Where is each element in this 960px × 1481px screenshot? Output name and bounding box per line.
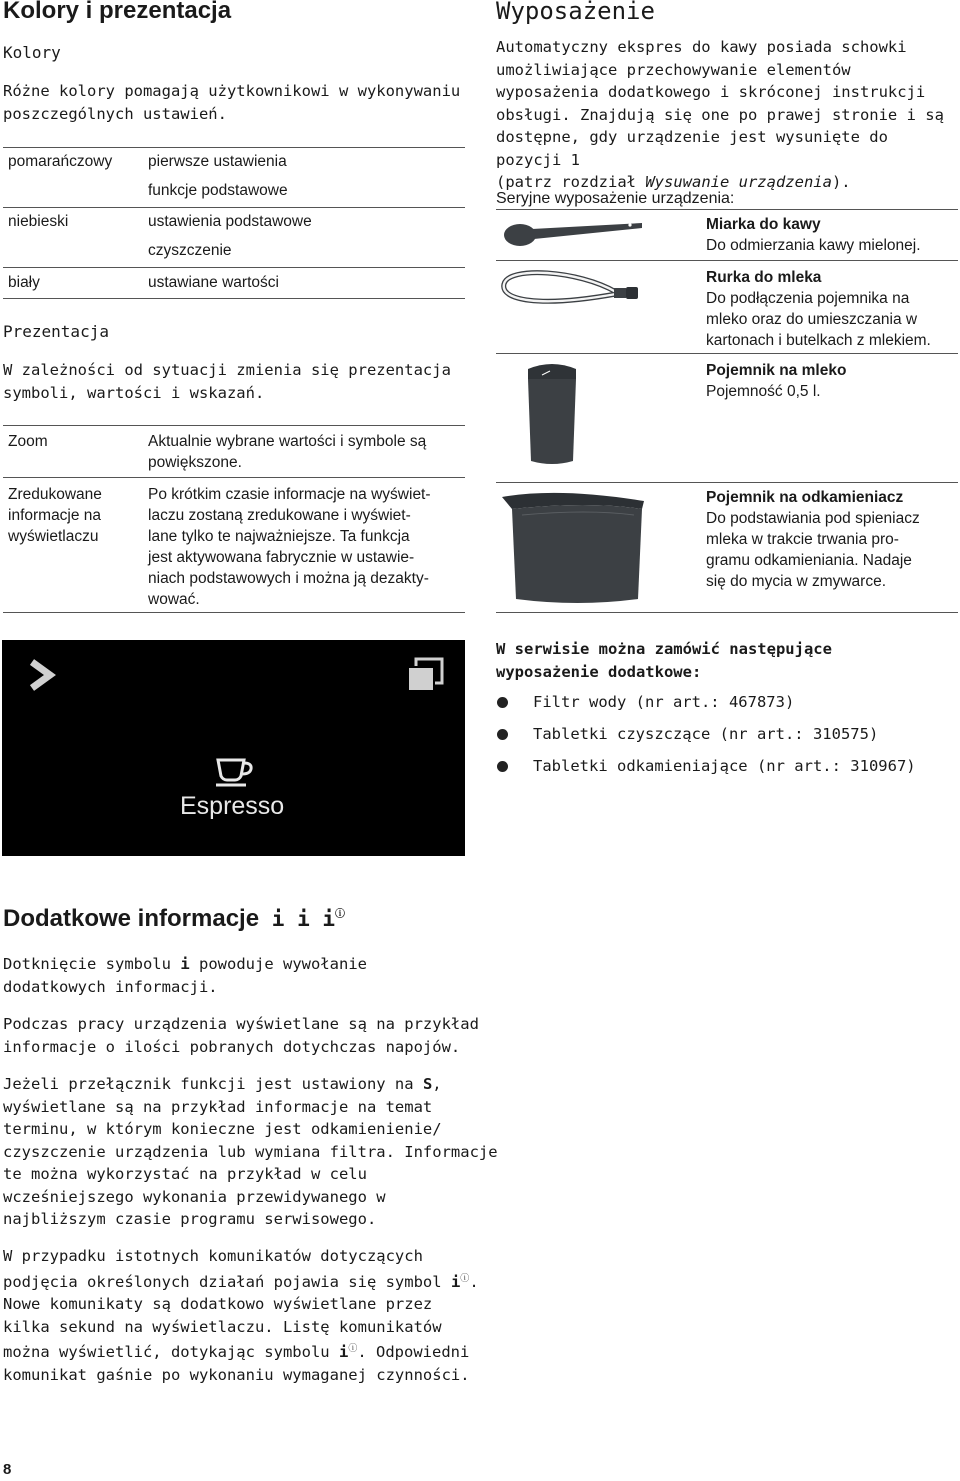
alert-marker-icon: ⓘ — [460, 1273, 470, 1284]
table-rule — [3, 477, 465, 478]
color-name-white: biały — [8, 274, 40, 291]
alert-marker-icon: ⓘ — [348, 1344, 358, 1355]
subheading-prezentacja: Prezentacja — [3, 322, 109, 341]
display-term-zoom: Zoom — [8, 433, 48, 450]
service-heading: W serwisie można zamówić następujące wyposażenie dodatkowe: — [496, 640, 832, 681]
additional-info-paragraph-3: Jeżeli przełącznik funkcji jest ustawiony na S, wyświetlane są na przykład informacje na temat terminu, w którym konieczne jest odkamienienie/ czyszczenie urządzenia lub wymiana filtra. Informacje te można wykorzystać na przykład w celu wcześniejszego wykonania przewidywanego w najbliższym czasie programu serwisowego. — [3, 1075, 498, 1228]
subheading-kolory: Kolory — [3, 43, 61, 62]
color-usage-item: ustawienia podstawowe — [148, 213, 312, 230]
table-rule — [496, 612, 958, 613]
section-title-equipment: Wyposażenie — [496, 0, 655, 25]
table-rule — [3, 298, 465, 299]
display-desc-reduced: Po krótkim czasie informacje na wyświet- laczu zostaną zredukowane i wyświet- lane tylko te najważniejsze. Ta funkcja jest aktywowana fabrycznie w ustawie- niach podstawowych i można ją dezakty- wować. — [148, 486, 431, 608]
color-usage-item: funkcje podstawowe — [148, 182, 288, 199]
color-usage-item: pierwsze ustawienia — [148, 153, 287, 170]
bullet-icon — [497, 729, 508, 740]
color-name-orange: pomarańczowy — [8, 153, 113, 170]
table-rule — [496, 260, 958, 261]
equipment-intro: Automatyczny ekspres do kawy posiada schowki umożliwiające przechowywanie elementów wyposażenia dodatkowego i skróconej instrukcji obsługi. Znajdują się one po prawej stronie i są dostępne, gdy urządzenie jest wysunięte do pozycji 1 (patrz rozdział Wysuwanie urządzenia). — [496, 38, 944, 191]
color-name-blue: niebieski — [8, 213, 69, 230]
service-item: Tabletki odkamieniające (nr art.: 310967) — [533, 757, 916, 775]
prezentacja-intro: W zależności od sytuacji zmienia się prezentacja symboli, wartości i wskazań. — [3, 361, 451, 402]
color-usage-item: czyszczenie — [148, 242, 232, 259]
kolory-intro: Różne kolory pomagają użytkownikowi w wykonywaniu poszczególnych ustawień. — [3, 82, 461, 123]
chevron-right-icon[interactable] — [26, 658, 58, 692]
page-number: 8 — [3, 1461, 12, 1478]
table-rule — [3, 207, 465, 208]
table-rule — [3, 612, 465, 613]
item-milk-container: Pojemnik na mleko Pojemność 0,5 l. — [706, 362, 847, 400]
info-alert-icon: i — [322, 907, 336, 931]
info-icon: i — [271, 907, 285, 931]
serial-equipment-heading: Seryjne wyposażenie urządzenia: — [496, 190, 735, 207]
descaler-container-icon — [498, 487, 648, 607]
milk-container-icon — [524, 357, 580, 467]
service-item: Filtr wody (nr art.: 467873) — [533, 693, 795, 711]
additional-info-paragraph-4: W przypadku istotnych komunikatów dotyczących podjęcia określonych działań pojawia się symbol iⓘ. Nowe komunikaty są dodatkowo wyświetlane przez kilka sekund na wyświetlaczu. Listę komunikatów można wyświetlić, dotykając symbolu iⓘ. Odpowiedni komunikat gaśnie po wykonaniu wymaganej czynności. — [3, 1247, 479, 1384]
display-screen — [2, 640, 465, 856]
item-measuring-spoon: Miarka do kawy Do odmierzania kawy mielonej. — [706, 216, 921, 254]
table-rule — [496, 482, 958, 483]
coffee-cup-icon — [214, 754, 258, 788]
item-milk-tube: Rurka do mleka Do podłączenia pojemnika na mleko oraz do umieszczania w kartonach i butelkach z mlekiem. — [706, 269, 931, 349]
alert-marker-icon: ⓘ — [335, 909, 346, 920]
reduce-info-icon[interactable] — [406, 657, 446, 693]
service-item: Tabletki czyszczące (nr art.: 310575) — [533, 725, 879, 743]
display-term-reduced: Zredukowane informacje na wyświetlaczu — [8, 486, 102, 545]
table-rule — [3, 147, 465, 148]
milk-tube-icon — [498, 268, 643, 316]
info-icon: i — [297, 907, 310, 931]
table-rule — [3, 425, 465, 426]
table-rule — [496, 353, 958, 354]
table-rule — [496, 209, 958, 210]
additional-info-paragraph-1: Dotknięcie symbolu i powoduje wywołanie dodatkowych informacji. — [3, 955, 367, 996]
additional-info-paragraph-2: Podczas pracy urządzenia wyświetlane są na przykład informacje o ilości pobranych dotychczas napojów. — [3, 1015, 479, 1056]
beverage-label[interactable]: Espresso — [180, 792, 285, 820]
section-title-additional-info: Dodatkowe informacje i i iⓘ — [3, 905, 346, 932]
chapter-reference: Wysuwanie urządzenia — [645, 173, 832, 191]
switch-position-s: S — [422, 1075, 433, 1093]
bullet-icon — [497, 697, 508, 708]
info-alert-icon: i — [338, 1343, 349, 1362]
table-rule — [3, 267, 465, 268]
section-title-colors: Kolory i prezentacja — [3, 0, 232, 24]
info-alert-icon: i — [450, 1272, 461, 1291]
display-desc-zoom: Aktualnie wybrane wartości i symbole są powiększone. — [148, 433, 427, 471]
item-descaler-container: Pojemnik na odkamieniacz Do podstawiania pod spieniacz mleka w trakcie trwania pro- gramu odkamieniania. Nadaje się do mycia w zmywarce. — [706, 489, 920, 590]
info-icon: i — [180, 955, 190, 973]
bullet-icon — [497, 761, 508, 772]
measuring-spoon-icon — [500, 219, 648, 255]
color-usage-item: ustawiane wartości — [148, 274, 279, 291]
